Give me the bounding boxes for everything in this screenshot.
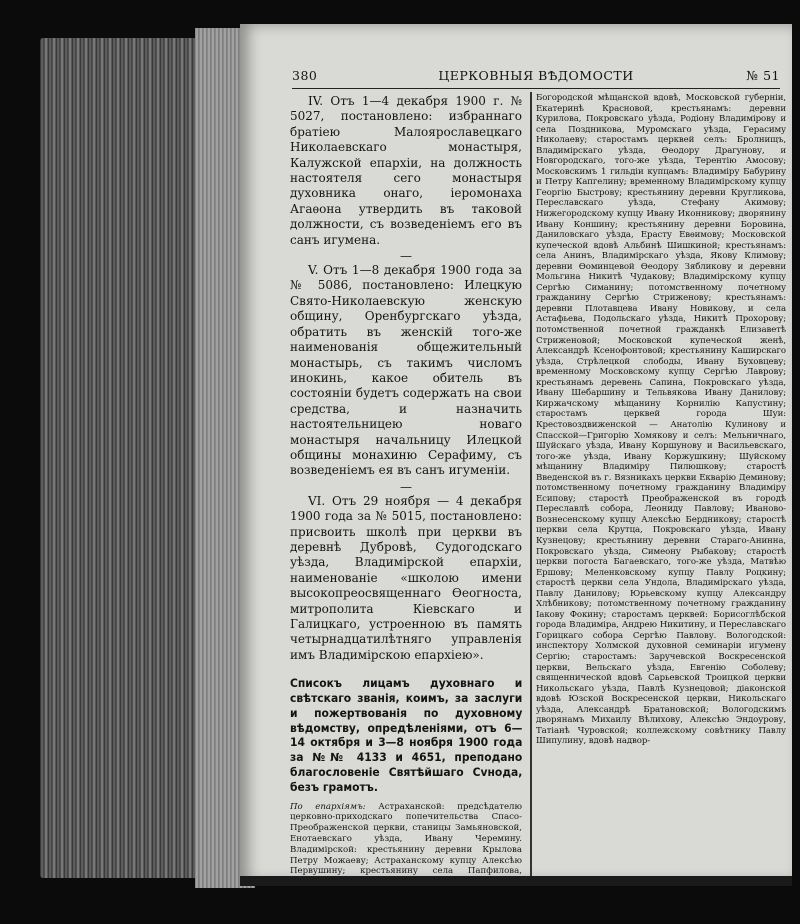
list-lead: По епархіямъ:	[290, 801, 366, 812]
column-divider	[530, 92, 532, 882]
paragraph-iv: IV. Отъ 1—4 декабря 1900 г. № 5027, постановлено: избраннаго братіею Малоярославецкаго Николаевскаго монастыря, Калужской епархіи, на должность настоятеля сего монастыря духовника онаго, іеромонаха Агаѳона утвердить въ таковой должности, съ возведеніемъ его въ санъ игумена.	[290, 94, 522, 247]
list-title: Списокъ лицамъ духовнаго и свѣтскаго званія, коимъ, за заслуги и пожертвованія по духовному вѣдомству, опредѣленіями, отъ 6—14 октября и 3—8 ноября 1900 года за №№ 4133 и 4651, преподано благословеніе Святѣйшаго Сvнода, безъ грамотъ.	[290, 677, 523, 794]
right-column	[536, 93, 786, 747]
paragraph-vi: VI. Отъ 29 ноября — 4 декабря 1900 года за № 5015, постановлено: присвоить школѣ при церкви въ деревнѣ Дубровѣ, Судогодскаго уѣзда, Владимірской епархіи, наименованіе «школою имени высокопреосвященнаго Ѳеогноста, митрополита Кіевскаго и Галицкаго, устроенною въ память четырнадцатилѣтняго управленія имъ Владимірскою епархіею».	[290, 493, 522, 662]
document-page	[240, 24, 792, 882]
left-column	[290, 94, 522, 888]
page-bottom-shadow	[240, 876, 792, 886]
page-header	[292, 66, 780, 89]
list-body	[290, 802, 522, 888]
right-column-text: Богородской мѣщанской вдовѣ, Московской губерніи, Екатеринѣ Красновой, крестьянамъ: деревни Курилова, Покровскаго уѣзда, Родіону Владимірову и села Поздникова, Муромскаго уѣзда, Герасиму Николаеву; старостамъ церквей селъ: Бролнищъ, Владимірскаго уѣзда, Ѳеодору Драгунову, и Новгородскаго, того-же уѣзда, Терентію Амосову; Московскимъ 1 гильдіи купцамъ: Владиміру Бабурину и Петру Капгелину; временному Владимірскому купцу Георгію Быстрову; крестьянину деревни Кругликова, Переславскаго уѣзда, Стефану Акимову; Нижегородскому купцу Ивану Иконникову; дворянину Ивану Коншину; крестьянину деревни Боровина, Даниловскаго уѣзда, Ерасту Евѳимову; Московской купеческой вдовѣ Альбинѣ Шишкиной; крестьянамъ: села Анинъ, Владимірскаго уѣзда, Якову Климову; деревни Ѳоминцевой Ѳеодору Зябликову и деревни Мольгина Никитѣ Чудакову; Владимірскому купцу Сергѣю Симанину; потомственному почетному гражданину Сергѣю Стриженову; крестьянамъ: деревни Плотавцева Ивану Новикову, и села Астафьева, Подольскаго уѣзда, Никитѣ Прохорову; потомственной почетной гражданкѣ Елизаветѣ Стриженовой; Московской купеческой женѣ, Александрѣ Ксенофонтовой; крестьянину Каширскаго уѣзда, Стрѣлецкой слободы, Ивану Буховцеву; временному Московскому купцу Сергѣю Лаврову; крестьянамъ деревень Сапина, Покровскаго уѣзда, Ивану Шебаршину и Тельвякова Ивану Данилову; Киржачскому мѣщанину Корнилію Капустину; старостамъ церквей города Шуи: Крестовоздвиженской — Анатолію Кулиновy и Спасской—Григорію Хомякову и селъ: Мельничнаго, Шуйскаго уѣзда, Ивану Коршунову и Васильевскаго, того-же уѣзда, Ивану Коржушкину; Шуйскому мѣщанину Владиміру Пилюшкову; старостѣ Введенской въ г. Вязникахъ церкви Екварію Деминову; потомственному почетному гражданину Владиміру Есипову; старостѣ Преображенской въ городѣ Переславлѣ собора, Леониду Павлову; Иваново-Вознесенскому купцу Алексѣю Бердникову; старостѣ церкви села Крутца, Покровскаго уѣзда, Ивану Кузнецову; крестьянину деревни Стараго-Анинна, Покровскаго уѣзда, Симеону Рыбакову; старостѣ церкви погоста Багаевскаго, того-же уѣзда, Матвѣю Ершову; Меленковскому купцу Павлу Роцкину; старостѣ церкви села Ундола, Владимірскаго уѣзда, Павлу Данилову; Юрьевскому купцу Александру Хлѣбникову; потомственному почетному гражданину Іакову Фокину; старостамъ церквей: Борисоглѣбской города Владиміра, Андрею Никитину, и Переславскаго Горицкаго собора Сергѣю Павлову. Вологодской: инспектору Холмской духовной семинаріи игумену Сергію; старостамъ: Заручевской Воскресенской церкви, Вельскаго уѣзда, Евгенію Соболеву; священнической вдовѣ Сарьевской Троицкой церкви Никольскаго уѣзда, Павлѣ Кузнецовой; діаконской вдовѣ Юзской Воскресенской церкви, Никольскаго уѣзда, Александрѣ Братановской; Вологодскимъ дворянамъ Михаилу Вѣлихову, Алексѣю Эндоурову, Татіанѣ Чуровской; коллежскому совѣтнику Павлу Шипулину, вдовѣ надвор-	[536, 93, 786, 747]
issue-number: № 51	[746, 68, 780, 83]
section-dash: —	[400, 249, 412, 264]
list-body-text: Астраханской: предсѣдателю церковно-приходскаго попечительства Спасо-Преображенской церкви, станицы Замьяновской, Енотаевскаго уѣзда, Ивану Череминy. Владимірской: крестьянину деревни Крылова Петру Можаеву; Астраханскому купцу Алексѣю Первушину; крестьянину села Папфилова,	[290, 801, 522, 877]
page-number: 380	[292, 68, 318, 83]
paragraph-v: V. Отъ 1—8 декабря 1900 года за № 5086, постановлено: Илецкую Свято-Николаевскую женскую общину, Оренбургскаго уѣзда, обратить въ женскій того-же наименованія общежительный монастырь, съ такимъ числомъ инокинь, какое обитель въ состояніи будетъ содержать на свои средства, и назначить настоятельницею новаго монастыря начальницу Илецкой общины монахиню Серафиму, съ возведеніемъ ея въ санъ игуменіи.	[290, 263, 522, 478]
journal-title: ЦЕРКОВНЫЯ ВѢДОМОСТИ	[438, 68, 634, 83]
section-dash: —	[400, 479, 412, 494]
